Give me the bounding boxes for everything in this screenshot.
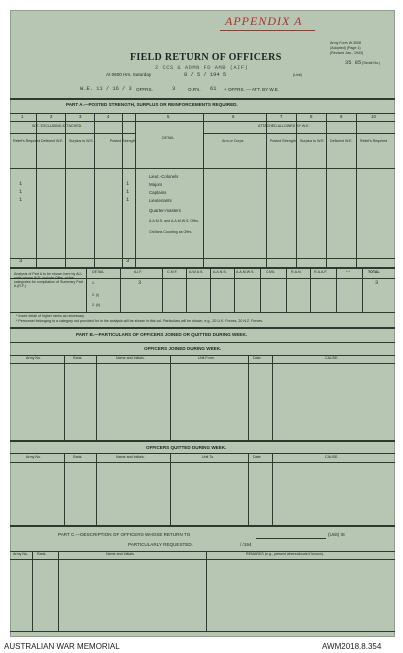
serial-label: (Serial No.) — [362, 61, 381, 65]
col4-value: 1 — [126, 197, 130, 203]
joined-header: Rank. — [73, 356, 83, 360]
col-number: 6 — [232, 114, 235, 119]
analysis-aif-value: 3 — [138, 280, 142, 286]
quitted-header: CAUSE. — [325, 455, 339, 459]
total-posted: 3 — [126, 258, 130, 264]
header-deficient: Deficient W.E. — [41, 139, 64, 143]
quitted-header: Unit To. — [202, 455, 215, 459]
joined-header: Date. — [253, 356, 262, 360]
unit-blank-line — [256, 538, 326, 539]
col1-value: 1 — [19, 189, 23, 195]
joined-header: Name and Initials. — [116, 356, 145, 360]
unit-typed: 2 CCS & ADMN FD AMB (AIF) — [155, 65, 249, 71]
we-excluding-attached: W.E. EXCLUDING ATTACHED. — [32, 124, 83, 128]
we-typed: W.E. 11 / 16 / 3 — [80, 86, 132, 92]
analysis-header: R.A.N. — [291, 270, 302, 274]
joined-header: Unit From. — [198, 356, 215, 360]
ors-label: O.R's. — [188, 87, 201, 92]
quitted-title: OFFICERS QUITTED DURING WEEK. — [146, 445, 227, 450]
col1-value: 1 — [19, 181, 23, 187]
appendix-handwritten-tag: APPENDIX A — [225, 14, 303, 28]
footnote-personnel: * Personnel belonging to a category not provided for in the analysis will be shown in this col. Particulars will be shown, e.g., 20 U.K. Forces, 20 N.Z. Forces. — [16, 319, 264, 323]
analysis-header: A.A.N.S. — [213, 270, 227, 274]
joined-header: Army No. — [26, 356, 41, 360]
serial-number: 35 85 — [345, 60, 362, 66]
col1-value: 1 — [19, 197, 23, 203]
rank-label: A.A.M.S. and A.A.M.W.S. Offrs. — [149, 219, 200, 223]
quitted-header: Rank. — [73, 455, 83, 459]
part-c-unit-label: (Unit) IS — [328, 532, 345, 537]
part-c-header: Name and Initials. — [106, 552, 135, 556]
header-arm-corps: Arm or Corps — [222, 139, 244, 143]
joined-title: OFFICERS JOINED DURING WEEK. — [144, 346, 222, 351]
part-b-title: PART B.—PARTICULARS OF OFFICERS JOINED OR QUITTED DURING WEEK. — [76, 332, 248, 337]
rank-label: Majors — [149, 182, 163, 187]
rank-label: Civilians Counting as Offrs. — [149, 230, 193, 234]
ors-value: 61 — [210, 86, 217, 92]
rank-label: Captains — [149, 190, 167, 195]
col-number: 7 — [280, 114, 283, 119]
analysis-row-label: 2. (ii) — [92, 303, 100, 307]
time-label: At 0600 Hrs. Saturday — [106, 72, 152, 77]
quitted-header: Army No. — [26, 455, 41, 459]
analysis-row-label: 2. (i) — [92, 293, 100, 297]
analysis-header: CIVIL — [266, 270, 275, 274]
attached-allowed: ATTACHED ALLOWED BY W.E. — [258, 124, 310, 128]
attached-label: + OFFRS. — ATT. BY W.E. — [224, 87, 280, 92]
col-number: 3 — [79, 114, 82, 119]
unit-suffix: (Unit) — [293, 73, 302, 77]
field-return-form — [10, 10, 395, 637]
header-reliefs-right: Relief's Required — [360, 139, 388, 143]
part-c-date-blank: / /194 — [240, 542, 252, 547]
analysis-total-value: 3 — [375, 280, 379, 286]
col4-value: 1 — [126, 181, 130, 187]
analysis-header: A.A.M.W.S. — [236, 270, 255, 274]
footnote-ranks: * Insert detail of higher ranks as necessary. — [16, 314, 85, 318]
analysis-header: TOTAL — [368, 270, 380, 274]
col4-value: 1 — [126, 189, 130, 195]
header-reliefs: Relief's Required — [13, 139, 41, 143]
header-surplus-right: Surplus to W.E. — [300, 139, 325, 143]
archive-reference: AWM2018.8.354 — [322, 642, 382, 651]
quitted-header: Name and Initials. — [116, 455, 145, 459]
col-number: 10 — [371, 114, 376, 119]
part-c-header: REMARKS (e.g., present whereabouts if known). — [246, 552, 324, 556]
army-form-revised: (Revised Jan., 1943) — [330, 51, 364, 55]
col-number: 5 — [167, 114, 170, 119]
col-number: 4 — [107, 114, 110, 119]
quitted-header: Date. — [253, 455, 262, 459]
col-number: 9 — [340, 114, 343, 119]
part-c-header: Rank. — [37, 552, 47, 556]
analysis-header: A.I.F. — [134, 270, 143, 274]
header-posted: Posted Strength — [110, 139, 136, 143]
rank-label: Lieut.-Colonels — [149, 174, 179, 179]
analysis-header: R.A.A.F. — [314, 270, 328, 274]
part-c-header: Army No. — [13, 552, 28, 556]
header-surplus: Surplus to W.E. — [69, 139, 94, 143]
analysis-header: DETAIL — [92, 270, 105, 274]
army-form-adopted: (Adopted) (Page 1) — [330, 46, 361, 50]
offrs-value: 3 — [172, 86, 176, 92]
offrs-label: OFFRS. — [136, 87, 153, 92]
rank-label: Quarter-masters — [149, 208, 181, 213]
part-c-requested: PARTICULARLY REQUESTED. — [128, 542, 194, 547]
appendix-underline — [220, 30, 315, 31]
analysis-header: * * — [346, 270, 350, 274]
detail-header: DETAIL — [162, 136, 175, 140]
form-title: FIELD RETURN OF OFFICERS — [130, 52, 282, 63]
part-a-title: PART A.—POSTED STRENGTH, SURPLUS OR REINFORCEMENTS REQUIRED. — [66, 102, 238, 107]
header-deficient-right: Deficient W.E. — [330, 139, 353, 143]
rank-label: Lieutenants — [149, 198, 172, 203]
joined-header: CAUSE. — [325, 356, 339, 360]
date-typed: 8 / 5 / 194 5 — [184, 72, 227, 78]
analysis-instructions: Analysis of Part A to be shown here by ALL units whose W.E. include Offrs. of the categories for compilation of Summary Part A (R.F.) — [14, 272, 83, 289]
analysis-row-label: 1. — [92, 281, 95, 285]
total-reliefs: 3 — [19, 258, 23, 264]
header-posted-right: Posted Strength — [270, 139, 296, 143]
archive-name: AUSTRALIAN WAR MEMORIAL — [4, 642, 120, 651]
army-form-number: Army Form W.3008 — [330, 41, 361, 45]
col-number: 2 — [50, 114, 53, 119]
analysis-header: A.W.A.S. — [189, 270, 204, 274]
col-number: 8 — [310, 114, 313, 119]
analysis-header: C.M.F. — [167, 270, 178, 274]
part-c-title: PART C.—DESCRIPTION OF OFFICERS WHOSE RETURN TO — [58, 532, 191, 537]
col-number: 1 — [21, 114, 24, 119]
rule — [10, 98, 395, 100]
